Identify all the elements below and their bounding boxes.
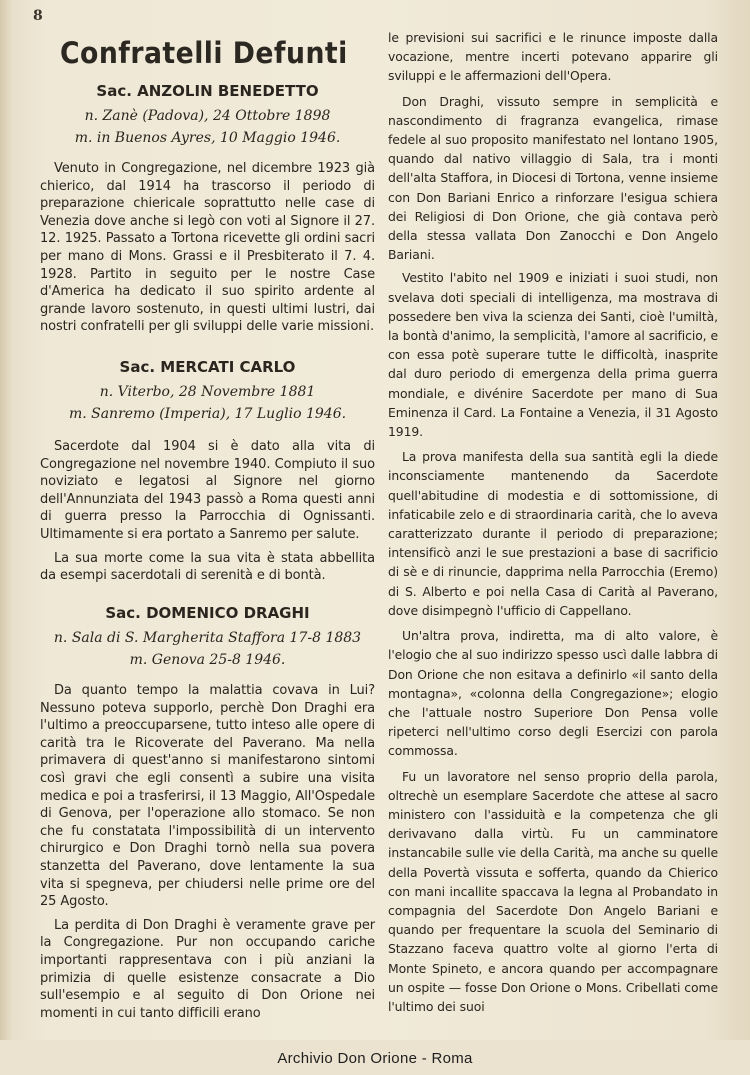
paragraph: La prova manifesta della sua santità egli la diede inconsciamente mantenendo da Sacerdote quell'abitudine di modestia e di sottomissione, di infaticabile zelo e di straordinaria carità, che lo aveva caratterizzato durante il periodo di preparazione; intensificò anzi le sue prestazioni a base di sacrificio di sè e di rinuncie, dapprima nella Parrocchia (Eremo) di S. Alberto e poi nella Casa di Carità al Paverano, dove disimpegnò l'ufficio di Cappellano.: [388, 449, 718, 618]
birth-date: n. Viterbo, 28 Novembre 1881: [99, 384, 316, 400]
paragraph: Fu un lavoratore nel senso proprio della parola, oltrechè un esemplare Sacerdote che attese al sacro ministero con l'assiduità e la competenza che gli derivavano dalla virtù. Fu un camminatore instancabile sulle vie della Carità, ma anche su quelle della Povertà vissuta e sofferta, quando da Chierico con mani incallite spaccava la legna al Probandato in compagnia del Sacerdote Don Angelo Bariani e quando per frequentare la scuola del Seminario di Stazzano faceva quattro volte al giorno l'erta di Monte Spineto, e ancora quando per accompagnare un ospite — fosse Don Orione o Mons. Cribellati come l'ultimo dei suoi: [388, 768, 718, 1014]
death-date: m. Sanremo (Imperia), 17 Luglio 1946.: [68, 406, 347, 422]
paragraph: Un'altra prova, indiretta, ma di alto valore, è l'elogio che al suo indirizzo spesso uscì dalle labbra di Don Orione che non esitava a definirlo «il santo della montagna», «colonna della Congregazione»; elogio che l'attuale nostro Superiore Don Pensa volle ripeterci nell'ultimo corso degli Esercizi con parola commossa.: [388, 628, 718, 759]
obituary-text: La sua morte come la sua vita è stata abbellita da esempi sacerdotali di serenità e di bontà.: [40, 550, 375, 584]
birth-date: n. Zanè (Padova), 24 Ottobre 1898: [84, 108, 331, 124]
obituary-text: Venuto in Congregazione, nel dicembre 1923 già chierico, dal 1914 ha trascorso il periodo di preparazione chiericale soprattutto nelle case di Venezia dove anche si legò con voti al Signore il 27. 12. 1925. Passato a Tortona ricevette gli ordini sacri per mano di Mons. Grassi e il Presbiterato il 7. 4. 1928. Partito in seguito per le nostre Case d'America ha dedicato il suo spirito ardente al grande lavoro sostenuto, in questi ultimi lustri, dai nostri confratelli per gli sviluppi delle varie missioni.: [40, 161, 375, 335]
birth-date: n. Sala di S. Margherita Staffora 17-8 1883: [53, 630, 362, 646]
death-date: m. in Buenos Ayres, 10 Maggio 1946.: [74, 130, 341, 146]
paragraph: Vestito l'abito nel 1909 e iniziati i suoi studi, non svelava doti speciali di intelligenza, ma mostrava di possedere ben viva la scienza dei Santi, cioè l'umiltà, la bontà d'animo, la semplicità, l'amore al sacrificio, e con essa potè superare tutte le difficoltà, inasprite dal duro periodo di emergenza della prima guerra mondiale, e divénire Sacerdote per mano di Sua Eminenza il Card. La Fontaine a Venezia, il 31 Agosto 1919.: [388, 270, 718, 440]
obituary-text: La perdita di Don Draghi è veramente grave per la Congregazione. Pur non occupando cariche importanti rappresentava con i più anziani la primizia di quelle esistenze consacrate a Dio sull'esempio e al seguito di Don Orione nei momenti in cui tanto difficili erano: [40, 917, 375, 1021]
obituary-text: Sacerdote dal 1904 si è dato alla vita di Congregazione nel novembre 1940. Compiuto il suo noviziato e legatosi al Signore nel giorno dell'Annunziata del 1943 passò a Roma questi anni di guerra presso la Parrocchia di Ognissanti. Ultimamente si era portato a Sanremo per salute.: [40, 439, 375, 542]
paragraph: Don Draghi, vissuto sempre in semplicità e nascondimento di fragranza evangelica, rimase fedele al suo proposito manifestato nel lontano 1905, quando dal nativo villaggio di Sala, tra i monti dell'alta Staffora, in Diocesi di Tortona, venne insieme con Don Bariani Enrico a rinforzare l'esigua schiera dei Religiosi di Don Orione, che già contava però della stessa vallata Don Zanocchi e Don Angelo Bariani.: [388, 93, 718, 263]
left-column: [40, 0, 375, 1021]
paragraph: le previsioni sui sacrifici e le rinunce imposte dalla vocazione, mentre incerti potevano apparire gli sviluppi e le affermazioni dell'Opera.: [388, 30, 718, 84]
obituary-draghi: [40, 604, 375, 1022]
obituary-mercati: [40, 358, 375, 585]
page-title: Confratelli Defunti: [60, 36, 348, 70]
obituary-anzolin: [40, 82, 375, 336]
priest-name: Sac. MERCATI CARLO: [119, 358, 296, 376]
page-number: 8: [33, 8, 43, 24]
priest-name: Sac. DOMENICO DRAGHI: [105, 604, 310, 622]
archive-footer: Archivio Don Orione - Roma: [277, 1050, 473, 1067]
priest-name: Sac. ANZOLIN BENEDETTO: [96, 82, 319, 100]
death-date: m. Genova 25-8 1946.: [129, 652, 286, 668]
obituary-text: Da quanto tempo la malattia covava in Lui? Nessuno poteva supporlo, perchè Don Draghi era l'ultimo a preoccuparsene, tutto inteso alle opere di carità tra le Ricoverate del Paverano. Ma nella primavera di quest'anno si manifestarono sintomi così gravi che egli consentì a subire una visita medica e poi a trasferirsi, il 13 Maggio, All'Ospedale di Genova, per l'operazione allo stomaco. Se non che fu constatata l'impossibilità di un intervento chirurgico e Don Draghi tornò nella sua povera stanzetta del Paverano, dove lentamente la sua vita si spegneva, per chiudersi nelle prime ore del 25 Agosto.: [40, 683, 375, 910]
obituary-draghi-continued: [388, 28, 718, 1016]
page-fold-shadow: [0, 0, 12, 1040]
